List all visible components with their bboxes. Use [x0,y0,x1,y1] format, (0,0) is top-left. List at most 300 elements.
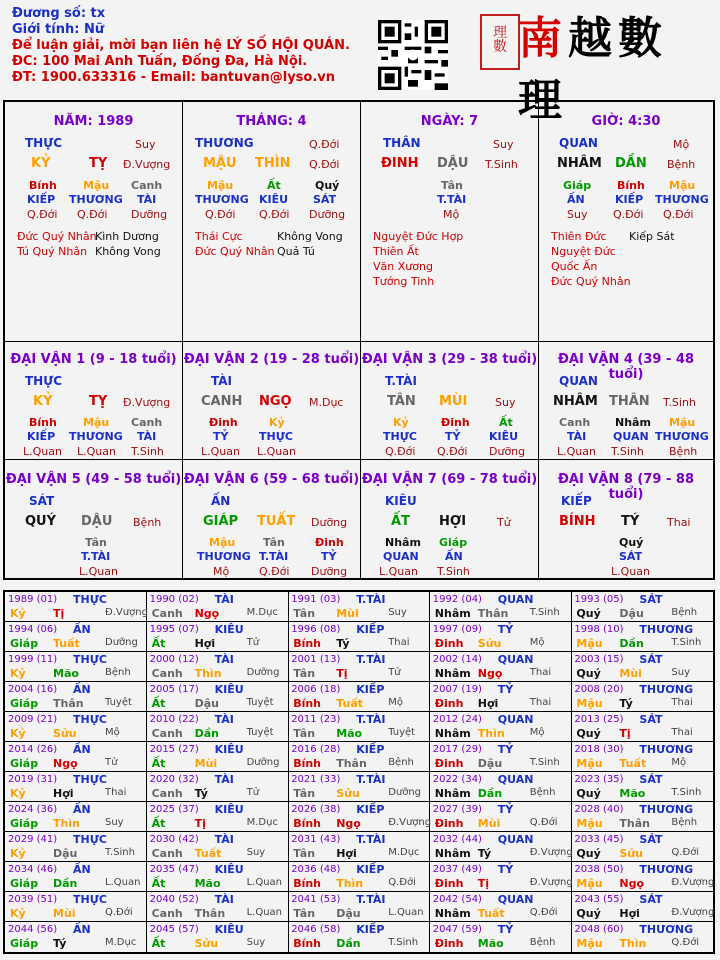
year-cell[interactable] [430,862,572,892]
year-label: 2048 (60) [574,924,624,935]
year-stem: Giáp [10,817,39,830]
earthly-branch: HỢI [439,514,467,529]
year-branch: Sửu [53,727,77,740]
year-label: 2003 (15) [574,654,624,665]
hidden-phase: Mộ [213,565,230,578]
year-label: 2018 (30) [574,744,624,755]
hidden-god: KIÊU [259,193,289,206]
year-phase: Q.Đới [671,847,700,858]
dai-van-4[interactable] [539,342,713,460]
star-name: Đức Quý Nhân [17,230,97,243]
earthly-branch: DẬU [81,514,113,529]
heavenly-stem: CANH [201,394,243,409]
year-branch: Ngọ [194,607,220,620]
year-cell[interactable] [288,832,430,862]
year-branch: Sửu [619,847,643,860]
year-label: 1989 (01) [8,594,58,605]
year-god: KIÊU [214,803,244,816]
year-god: T.TÀI [356,653,386,666]
year-cell[interactable] [571,832,713,862]
heavenly-stem: ẤT [391,514,410,529]
hidden-phase: L.Quan [611,565,650,578]
year-cell[interactable] [147,682,289,712]
year-label: 2029 (41) [8,834,58,845]
year-cell[interactable] [430,592,572,622]
star-name: Đức Quý Nhân [195,245,275,258]
year-cell[interactable] [571,592,713,622]
hidden-stem: Mậu [209,536,236,549]
year-stem: Tân [293,907,316,920]
hidden-stem: Quý [315,179,340,192]
year-cell[interactable] [571,892,713,922]
year-god: SÁT [639,893,663,906]
year-cell[interactable] [571,922,713,952]
year-stem: Quý [576,727,601,740]
star-name: Thiên Đức [551,230,607,243]
year-god: THƯƠNG [639,923,694,936]
dai-van-phase: Dưỡng [311,516,348,529]
year-cell[interactable] [571,712,713,742]
year-cell[interactable] [430,832,572,862]
pillar-year [5,102,183,342]
year-god: TÀI [214,593,234,606]
year-branch: Ngọ [53,757,78,770]
hidden-phase: L.Quan [257,445,296,458]
year-cell[interactable] [288,742,430,772]
year-branch: Tị [194,817,206,830]
year-phase: Mộ [388,697,403,708]
year-cell[interactable] [571,622,713,652]
hidden-stem: Giáp [563,179,592,192]
year-phase: Đ.Vượng [671,907,715,918]
year-phase: Đ.Vượng [388,817,432,828]
year-phase: Suy [388,607,407,618]
year-cell[interactable] [5,832,147,862]
year-stem: Kỷ [10,607,26,620]
year-god: THƯƠNG [639,743,694,756]
hidden-stem: Tân [263,536,285,549]
year-phase: Đ.Vượng [529,847,573,858]
year-god: T.TÀI [356,893,386,906]
year-cell[interactable] [5,862,147,892]
year-cell[interactable] [5,592,147,622]
year-phase: Q.Đới [529,817,558,828]
dai-van-3[interactable] [361,342,539,460]
earthly-branch: TỴ [89,156,108,171]
year-branch: Mùi [619,667,642,680]
year-god: ẤN [73,623,91,636]
hidden-stem: Đinh [441,416,470,429]
year-label: 2010 (22) [149,714,199,725]
year-cell[interactable] [5,652,147,682]
year-branch: Sửu [477,637,502,650]
year-god: KIÊU [214,743,244,756]
year-branch: Tuất [53,637,80,650]
year-label: 2028 (40) [574,804,624,815]
year-branch: Mão [619,787,646,800]
year-cell[interactable] [288,592,430,622]
star-name: Tướng Tinh [373,275,435,288]
year-branch: Dần [336,937,361,950]
hidden-stem: Ất [499,416,513,429]
heavenly-stem: QUÝ [25,514,57,529]
year-god: THƯƠNG [639,623,694,636]
year-phase: Bệnh [671,817,698,828]
year-branch: Dần [477,787,503,800]
logo-text: 南越數理 [518,13,668,126]
dai-van-top-god: THỰC [25,374,63,388]
hidden-god: THỰC [259,430,293,443]
year-cell[interactable] [147,592,289,622]
year-stem: Mậu [576,757,603,770]
year-stem: Giáp [10,637,39,650]
year-stem: Nhâm [434,667,471,680]
pillar-top-god: THỰC [25,136,63,150]
hidden-stem: Mậu [207,179,234,192]
year-cell[interactable] [430,742,572,772]
hidden-god: T.TÀI [259,550,289,563]
year-phase: Bệnh [105,667,131,678]
year-cell[interactable] [147,802,289,832]
year-cell[interactable] [147,922,289,952]
year-phase: Q.Đới [105,907,133,918]
earthly-branch: TÝ [621,514,640,529]
year-branch: Dậu [336,907,361,920]
hidden-phase: T.Sinh [131,445,164,458]
dai-van-8[interactable] [539,460,713,578]
year-phase: Dưỡng [388,787,422,798]
year-god: ẤN [73,683,91,696]
year-branch: Mão [194,877,221,890]
year-branch: Thân [194,907,226,920]
hidden-stem: Nhâm [615,416,651,429]
hidden-phase: Dưỡng [309,208,346,221]
year-god: THƯƠNG [639,683,694,696]
pillar-title: NĂM: 1989 [53,114,134,129]
hidden-phase: L.Quan [23,445,62,458]
qr-code-icon[interactable] [378,20,448,90]
year-cell[interactable] [288,922,430,952]
year-label: 2033 (45) [574,834,624,845]
year-label: 2004 (16) [8,684,58,695]
hidden-phase: Dưỡng [131,208,168,221]
star-name: Không Vong [95,245,161,258]
year-cell[interactable] [571,652,713,682]
year-stem: Nhâm [434,907,471,920]
year-phase: Dưỡng [105,637,138,648]
year-cell[interactable] [147,622,289,652]
pillar-phase: Q.Đới [309,158,340,171]
hidden-god: KIẾP [27,430,56,443]
year-god: ẤN [73,743,91,756]
year-cell[interactable] [571,802,713,832]
heavenly-stem: TÂN [387,394,416,409]
pillar-top-phase: Mộ [673,138,690,151]
hidden-god: TÀI [137,430,157,443]
dai-van-6[interactable] [183,460,361,578]
year-branch: Ngọ [619,877,645,890]
year-cell[interactable] [430,622,572,652]
year-cell[interactable] [288,802,430,832]
year-stem: Đinh [434,637,464,650]
pillar-top-phase: Suy [135,138,156,151]
year-cell[interactable] [5,622,147,652]
year-label: 2013 (25) [574,714,624,725]
year-branch: Thìn [477,727,505,740]
year-branch: Thân [619,817,650,830]
year-phase: Đ.Vượng [529,877,573,888]
hidden-stem: Mậu [83,179,110,192]
year-stem: Đinh [434,757,464,770]
hidden-god: SÁT [313,193,337,206]
year-cell[interactable] [147,772,289,802]
year-label: 2011 (23) [291,714,341,725]
hidden-stem: Giáp [439,536,468,549]
year-cell[interactable] [430,922,572,952]
year-stem: Ất [151,637,166,650]
dai-van-phase: M.Dục [309,396,344,409]
year-branch: Tuất [194,847,222,860]
year-cell[interactable] [147,742,289,772]
year-stem: Bính [293,877,322,890]
year-cell[interactable] [147,652,289,682]
year-phase: Tử [105,757,118,768]
hidden-god: TÀI [137,193,157,206]
year-cell[interactable] [430,892,572,922]
year-label: 2005 (17) [149,684,199,695]
pillar-title: NGÀY: 7 [420,114,479,129]
pillar-hour [539,102,713,342]
year-stem: Giáp [10,937,39,950]
heavenly-stem: KỶ [33,394,53,409]
year-phase: Tuyệt [246,697,274,708]
year-branch: Hợi [619,907,640,920]
dai-van-top-god: KIÊU [385,494,417,508]
year-phase: Dưỡng [246,757,280,768]
year-god: THỰC [73,893,107,906]
hidden-god: KIẾP [615,193,644,206]
year-label: 2020 (32) [149,774,199,785]
year-label: 1998 (10) [574,624,624,635]
dai-van-5[interactable] [5,460,183,578]
year-god: THƯƠNG [639,803,694,816]
year-phase: Suy [246,847,266,858]
star-name: Kình Dương [95,230,159,243]
year-cell[interactable] [571,742,713,772]
dai-van-2[interactable] [183,342,361,460]
hidden-phase: Q.Đới [259,565,290,578]
dai-van-title: ĐẠI VẬN 2 (19 - 28 tuổi) [183,352,360,367]
year-cell[interactable] [288,892,430,922]
year-label: 1990 (02) [149,594,199,605]
year-god: TỶ [497,623,514,636]
year-cell[interactable] [5,772,147,802]
hidden-god: T.TÀI [81,550,111,563]
year-stem: Tân [293,727,316,740]
year-branch: Dậu [619,607,644,620]
earthly-branch: THÂN [609,394,650,409]
star-name: Kiếp Sát [629,230,675,243]
year-branch: Dần [194,727,219,740]
year-label: 2031 (43) [291,834,341,845]
year-cell[interactable] [288,682,430,712]
pillar-phase: Bệnh [667,158,696,171]
year-cell[interactable] [5,742,147,772]
year-stem: Quý [576,847,601,860]
dai-van-7[interactable] [361,460,539,578]
year-god: TỶ [497,923,514,936]
hidden-phase: T.Sinh [611,445,644,458]
hidden-phase: L.Quan [79,565,118,578]
hidden-god: THƯƠNG [655,430,709,443]
pillar-title: GIỜ: 4:30 [591,114,661,129]
dai-van-title: ĐẠI VẬN 5 (49 - 58 tuổi) [5,472,182,487]
year-cell[interactable] [5,712,147,742]
year-label: 1992 (04) [432,594,482,605]
year-god: SÁT [639,713,663,726]
year-stem: Đinh [434,877,464,890]
star-name: Văn Xương [373,260,433,273]
year-god: TÀI [214,713,234,726]
year-phase: M.Dục [246,607,278,618]
year-cell[interactable] [147,892,289,922]
hidden-stem: Quý [619,536,644,549]
year-cell[interactable] [571,862,713,892]
year-god: KIẾP [356,683,385,696]
year-branch: Mão [336,727,363,740]
star-name: Nguyệt Đức [551,245,616,258]
year-phase: Bệnh [529,787,556,798]
star-name: Thái Cực [195,230,243,243]
year-stem: Quý [576,907,601,920]
year-stem: Quý [576,667,601,680]
year-cell[interactable] [5,892,147,922]
year-branch: Dậu [194,697,219,710]
year-stem: Canh [151,787,183,800]
hidden-god: QUAN [383,550,419,563]
year-phase: L.Quan [246,877,283,888]
heavenly-stem: GIÁP [203,514,239,529]
hidden-god: THƯƠNG [655,193,709,206]
year-stem: Bính [293,937,322,950]
year-cell[interactable] [5,802,147,832]
year-stem: Đinh [434,937,464,950]
year-cell[interactable] [288,712,430,742]
year-cell[interactable] [147,712,289,742]
year-god: TỶ [497,683,514,696]
year-god: TỶ [497,743,514,756]
year-branch: Thìn [336,877,364,890]
year-god: KIÊU [214,863,244,876]
year-god: KIÊU [214,923,244,936]
year-stem: Nhâm [434,607,471,620]
dai-van-top-god: ẤN [211,494,231,508]
year-phase: Mộ [529,727,545,738]
year-label: 2022 (34) [432,774,482,785]
year-cell[interactable] [571,682,713,712]
star-name: Quả Tú [277,245,315,258]
year-god: THỰC [73,773,107,786]
year-cell[interactable] [288,622,430,652]
year-cell[interactable] [430,682,572,712]
hidden-stem: Bính [29,179,57,192]
year-branch: Ngọ [336,817,361,830]
hidden-god: THỰC [383,430,417,443]
pillar-day [361,102,539,342]
year-god: THỰC [73,593,107,606]
hidden-phase: Q.Đới [385,445,416,458]
pillar-top-god: THƯƠNG [195,136,254,150]
year-cell[interactable] [430,712,572,742]
dai-van-title: ĐẠI VẬN 6 (59 - 68 tuổi) [183,472,360,487]
year-branch: Tý [619,697,633,710]
year-label: 2026 (38) [291,804,341,815]
hidden-stem: Kỷ [269,416,285,429]
hidden-phase: L.Quan [379,565,418,578]
year-cell[interactable] [430,772,572,802]
year-branch: Tý [336,637,350,650]
year-cell[interactable] [430,802,572,832]
year-stem: Đinh [434,817,464,830]
hidden-god: TÀI [567,430,587,443]
year-cell[interactable] [288,772,430,802]
year-branch: Dần [53,877,78,890]
heavenly-stem: MẬU [203,156,237,171]
heavenly-stem: KỶ [31,156,51,171]
year-phase: T.Sinh [388,937,419,948]
dai-van-title: ĐẠI VẬN 4 (39 - 48 tuổi) [558,352,694,382]
star-name: Nguyệt Đức Hợp [373,230,464,243]
year-cell[interactable] [288,862,430,892]
year-cell[interactable] [5,922,147,952]
year-branch: Thìn [194,667,222,680]
year-cell[interactable] [5,682,147,712]
hidden-phase: Suy [567,208,588,221]
hidden-god: QUAN [613,430,649,443]
year-cell[interactable] [430,652,572,682]
dai-van-phase: Đ.Vượng [123,396,171,409]
earthly-branch: DẬU [437,156,469,171]
year-god: T.TÀI [356,773,386,786]
year-stem: Mậu [576,877,603,890]
year-cell[interactable] [147,832,289,862]
year-label: 2017 (29) [432,744,482,755]
year-phase: Q.Đới [671,937,700,948]
pillar-phase: Đ.Vượng [123,158,171,171]
year-label: 1999 (11) [8,654,58,665]
hidden-phase: Dưỡng [489,445,526,458]
earthly-branch: NGỌ [259,394,292,409]
year-cell[interactable] [571,772,713,802]
hidden-phase: T.Sinh [437,565,470,578]
year-stem: Canh [151,847,183,860]
earthly-branch: TỴ [89,394,108,409]
hidden-stem: Đinh [209,416,238,429]
year-branch: Tị [53,607,65,620]
year-label: 2047 (59) [432,924,482,935]
year-label: 2019 (31) [8,774,58,785]
year-cell[interactable] [288,652,430,682]
dai-van-1[interactable] [5,342,183,460]
year-stem: Kỷ [10,787,26,800]
year-label: 2002 (14) [432,654,482,665]
year-phase: Mộ [671,757,687,768]
year-cell[interactable] [147,862,289,892]
year-branch: Mùi [336,607,359,620]
year-stem: Canh [151,727,183,740]
year-label: 2036 (48) [291,864,341,875]
year-label: 2009 (21) [8,714,58,725]
